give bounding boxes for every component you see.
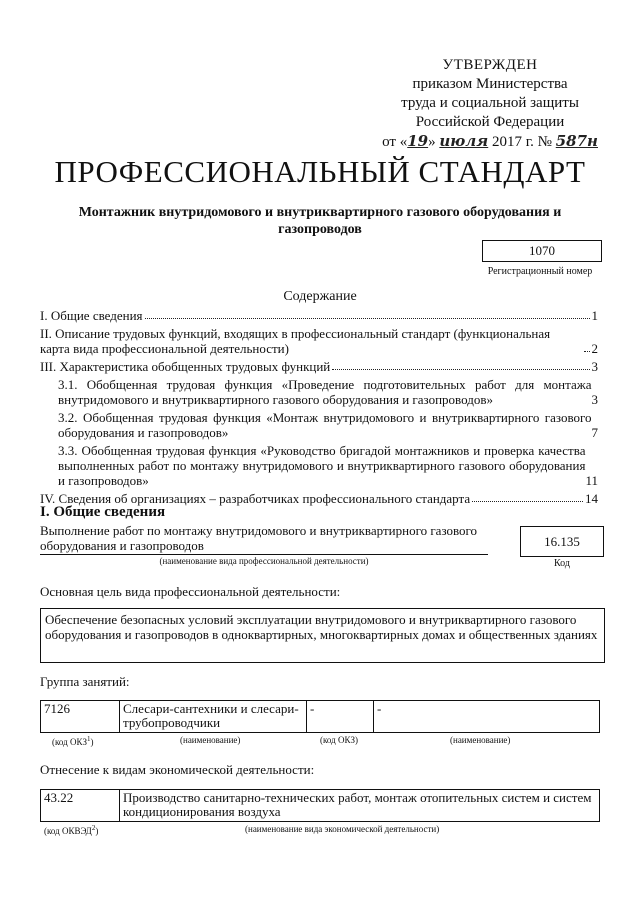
activity-code-box: 16.135 [520, 526, 604, 557]
approval-line-2: труда и социальной защиты [401, 95, 579, 111]
handwritten-order-number: 587н [555, 132, 598, 150]
table-row [41, 701, 600, 733]
okz-code-cell-2: - [307, 701, 374, 733]
registration-number-box: 1070 [482, 240, 602, 262]
toc-page: 3 [591, 359, 598, 374]
table-of-contents [40, 308, 598, 506]
section-heading: I. Общие сведения [40, 504, 166, 520]
toc-item[interactable]: IV. Сведения об организациях – разработчиках профессионального стандарта 14 [40, 491, 598, 506]
toc-page: 7 [591, 425, 598, 440]
toc-item[interactable]: 3.1. Обобщенная трудовая функция «Проведение подготовительных работ для монтажа внутридомового и внутриквартирного газового оборудования и газопроводов» 3 [58, 377, 598, 407]
approval-line-3: Российской Федерации [415, 114, 565, 130]
okz-name-cell-2: - [374, 701, 600, 733]
toc-page: 3 [591, 392, 598, 407]
toc-item[interactable]: 3.2. Обобщенная трудовая функция «Монтаж внутридомового и внутриквартирного газового оборудования и газопроводов» 7 [58, 410, 598, 440]
okved-code-cell: 43.22 [41, 790, 120, 822]
approval-title: УТВЕРЖДЕН [442, 57, 538, 73]
date-year: 2017 г. № [491, 134, 552, 150]
table-row [41, 790, 600, 822]
approval-line-1: приказом Министерства [412, 76, 568, 92]
okz-code-cell: 7126 [41, 701, 120, 733]
date-prefix: от « [382, 134, 408, 150]
group-label: Группа занятий: [40, 674, 130, 689]
approval-block [370, 56, 610, 152]
okz-name-caption: (наименование) [180, 735, 241, 745]
toc-item[interactable]: 3.3. Обобщенная трудовая функция «Руководство бригадой монтажников и проверка качества выполненных работ по монтажу внутридомового и внутриквартирного газового оборудования и газопроводов» 11 [58, 443, 598, 488]
handwritten-month: июля [439, 132, 489, 150]
okz-name-cell: Слесари-сантехники и слесари-трубопроводчики [120, 701, 307, 733]
econ-label: Отнесение к видам экономической деятельности: [40, 762, 315, 777]
activity-caption: (наименование вида профессиональной деятельности) [159, 556, 369, 566]
okved-code-caption: (код ОКВЭД$^2$) [44, 824, 99, 836]
goal-box: Обеспечение безопасных условий эксплуатации внутридомового и внутриквартирного газового оборудования и газопроводов в одноквартирных, многоквартирных домах и общественных зданиях [40, 608, 605, 663]
occupation-group-table [40, 700, 600, 733]
toc-page: 2 [591, 341, 598, 356]
toc-title: Содержание [283, 289, 357, 304]
okz-name-caption-2: (наименование) [450, 735, 511, 745]
okved-name-cell: Производство санитарно-технических работ, монтаж отопительных систем и систем кондиционирования воздуха [120, 790, 600, 822]
approval-date-line [370, 132, 610, 152]
toc-item[interactable]: III. Характеристика обобщенных трудовых функций 3 [40, 359, 598, 374]
okz-code-caption-2: (код ОКЗ) [320, 735, 358, 745]
document-subtitle: Монтажник внутридомового и внутриквартирного газового оборудования и газопроводов [78, 205, 562, 237]
econ-captions [40, 824, 600, 836]
okved-name-caption: (наименование вида экономической деятельности) [245, 824, 440, 834]
toc-item[interactable]: II. Описание трудовых функций, входящих в профессиональный стандарт (функциональная карта вида профессиональной деятельности) 2 [40, 326, 598, 356]
toc-page: 1 [591, 308, 598, 323]
handwritten-day: 19 [407, 132, 429, 150]
activity-name: Выполнение работ по монтажу внутридомового и внутриквартирного газового оборудования и газопроводов [40, 523, 488, 555]
econ-activity-table [40, 789, 600, 822]
okz-code-caption: (код ОКЗ$^1$) [52, 735, 94, 747]
document-title: ПРОФЕССИОНАЛЬНЫЙ СТАНДАРТ [54, 154, 586, 189]
registration-number-label: Регистрационный номер [487, 266, 593, 277]
toc-item[interactable]: I. Общие сведения 1 [40, 308, 598, 323]
toc-page: 11 [585, 473, 598, 488]
date-quote-close: » [428, 134, 436, 150]
activity-code-caption: Код [554, 558, 570, 569]
toc-page: 14 [585, 491, 598, 506]
goal-label: Основная цель вида профессиональной деятельности: [40, 584, 341, 599]
group-captions [40, 735, 600, 747]
